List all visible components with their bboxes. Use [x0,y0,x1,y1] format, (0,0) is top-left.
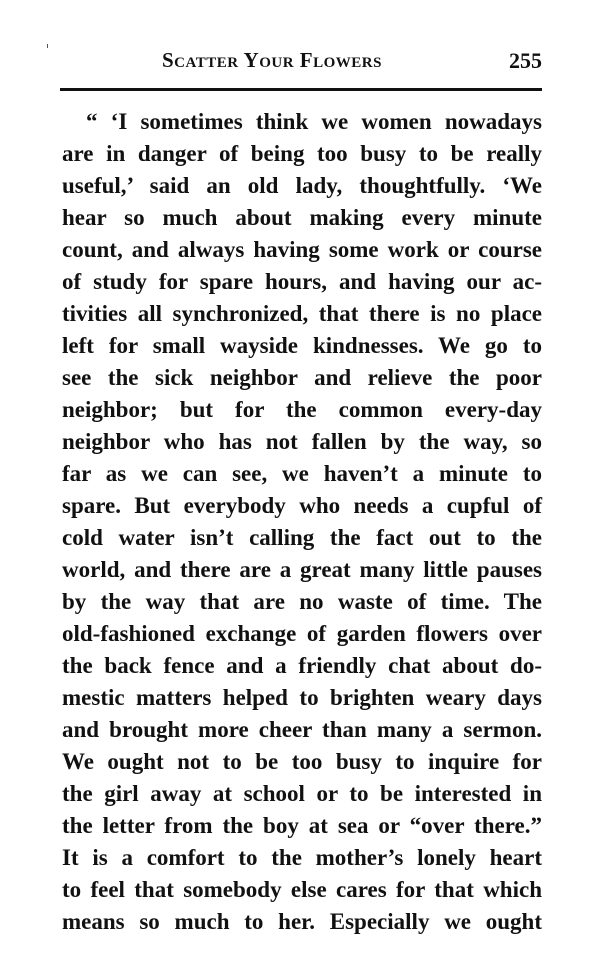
text-line: count, and always having some work or course [62,237,542,262]
text-line: the back fence and a friendly chat about do- [62,653,542,678]
body-text [62,106,542,938]
text-line: neighbor who has not fallen by the way, so [62,429,542,454]
text-line: mestic matters helped to brighten weary days [62,685,542,710]
text-line: the girl away at school or to be interested in [62,781,542,806]
running-title: Scatter Your Flowers [162,48,382,72]
text-line: to feel that somebody else cares for that which [62,877,542,902]
text-line: see the sick neighbor and relieve the poor [62,365,542,390]
header-rule [60,88,542,91]
text-line: neighbor; but for the common every-day [62,397,542,422]
text-line: of study for spare hours, and having our ac- [62,269,542,294]
page-number: 255 [509,48,542,73]
text-line: cold water isn’t calling the fact out to the [62,525,542,550]
scan-speck [47,44,48,48]
text-line: and brought more cheer than many a sermon. [62,717,542,742]
text-line: far as we can see, we haven’t a minute to [62,461,542,486]
text-line: We ought not to be too busy to inquire for [62,749,542,774]
text-line: tivities all synchronized, that there is no place [62,301,542,326]
text-line: “ ‘I sometimes think we women nowadays [86,109,542,134]
text-line: hear so much about making every minute [62,205,542,230]
text-line: It is a comfort to the mother’s lonely heart [62,845,542,870]
running-header [62,48,542,78]
text-line: are in danger of being too busy to be really [62,141,542,166]
text-line: by the way that are no waste of time. The [62,589,542,614]
text-line: the letter from the boy at sea or “over there.” [62,813,542,838]
text-line: world, and there are a great many little pauses [62,557,542,582]
text-line: left for small wayside kindnesses. We go to [62,333,542,358]
text-line: useful,’ said an old lady, thoughtfully. ‘We [62,173,542,198]
text-line: spare. But everybody who needs a cupful of [62,493,542,518]
text-line: old-fashioned exchange of garden flowers over [62,621,542,646]
text-line: means so much to her. Especially we ought [62,909,542,934]
